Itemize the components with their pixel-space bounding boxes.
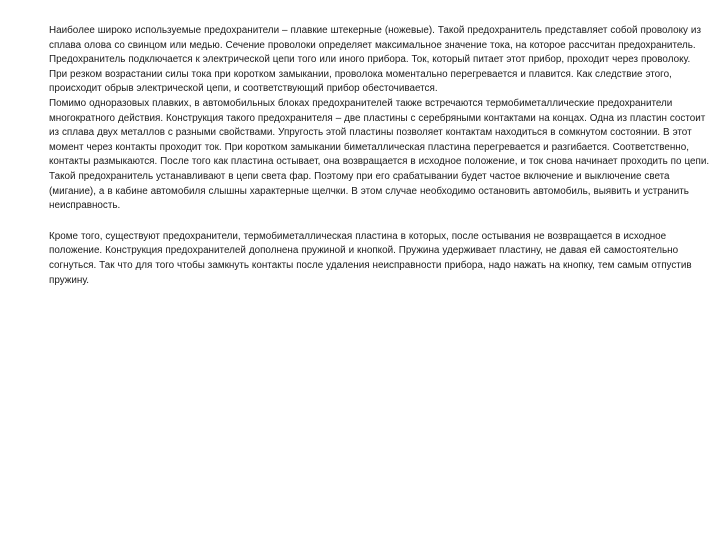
paragraph-button-reset-fuses: Кроме того, существуют предохранители, термобиметаллическая пластина в которых, после остывания не возвращается в исходное положение. Конструкция предохранителей дополнена пружиной и кнопкой. Пружина удерживает пластину, не давая ей самостоятельно согнуться. Так что для того чтобы замкнуть контакты после удаления неисправности прибора, надо нажать на кнопку, тем самым отпустив пружину. <box>49 230 692 286</box>
paragraph-bimetallic-fuses: Помимо одноразовых плавких, в автомобильных блоках предохранителей также встречаются термобиметаллические предохранители многократного действия. Конструкция такого предохранителя – две пластины с серебряными контактами на концах. Одна из пластин состоит из сплава двух металлов с разными свойствами. Упругость этой пластины позволяет контактам находиться в сомкнутом состоянии. В этот момент через контакты проходит ток. При коротком замыкании биметаллическая пластина перегревается и разгибается. Соответственно, контакты размыкаются. После того как пластина остывает, она возвращается в исходное положение, и ток снова начинает проходить по цепи. Такой предохранитель устанавливают в цепи света фар. Поэтому при его срабатывании будет частое включение и выключение света (мигание), а в кабине автомобиля слышны характерные щелчки. В этом случае необходимо остановить автомобиль, выявить и устранить неисправность. <box>49 97 710 212</box>
paragraph-plug-in-fuses: Наиболее широко используемые предохранители – плавкие штекерные (ножевые). Такой предохранитель представляет собой проволоку из сплава олова со свинцом или медью. Сечение проволоки определяет максимальное значение тока, на которое рассчитан предохранитель. Предохранитель подключается к электрической цепи того или иного прибора. Ток, который питает этот прибор, проходит через проволоку. При резком возрастании силы тока при коротком замыкании, проволока моментально перегревается и плавится. Как следствие этого, происходит обрыв электрической цепи, и соответствующий прибор обесточивается. <box>49 25 701 95</box>
document-body <box>49 24 711 288</box>
